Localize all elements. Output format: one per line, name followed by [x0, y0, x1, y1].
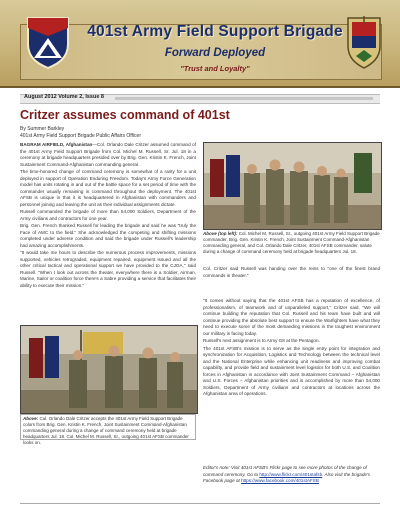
masthead-banner	[0, 0, 400, 88]
issue-bar-rule	[115, 97, 373, 100]
caption-text: Col. Orlando Dale Critzer accepts the 401st Army Field Support Brigade colors from Brig. Gen. Kristin K. French, Joint Sustainment Command-Afghanistan commanding general during a change of command ceremony held at brigade headquarters Jul. 18. Col. Michel M. Russell, Sr., outgoing 401st AFSB commander looks on.	[23, 416, 189, 445]
footer-rule	[20, 503, 380, 504]
editor-note-text: Editor's note: Visit 401st AFSB's Flickr page to see more photos of the change of command ceremony. Go to	[203, 465, 367, 477]
ceremony-salute-photo	[203, 142, 382, 230]
caption-label: Above (top left):	[203, 231, 238, 236]
paragraph: Russell commanded the brigade of more than 54,000 Soldiers, Department of the Army civilians and contractors for one year.	[20, 209, 196, 221]
flickr-link[interactable]: http://www.flickr.com/401stafsb	[259, 471, 323, 477]
paragraph: The time-honored change of command ceremony is somewhat of a rarity for a unit deployed in support of Operation Enduring Freedom. Today's Army Force Generation model has units rotating in and out of the battle space for a set period of time with the commander usually remaining in command throughout the deployment. The 401st AFSB is unique in that it is headquartered in Afghanistan with commanders and personnel joining and leaving the unit as their individual assignments dictate.	[20, 169, 196, 207]
salute-photo-image	[204, 143, 381, 229]
paragraph-text: —Col. Orlando Dale Critzer assumed command of the 401st Army Field Support Brigade from Col. Michel M. Russell, Sr. Jul. 18 in a ceremony at brigade headquarters presided over by Brig. Gen. Kristin K. French, Joint Sustainment Command-Afghanistan commanding general.	[20, 142, 196, 167]
article-headline: Critzer assumes command of 401st	[20, 108, 230, 122]
caption-label: Above:	[23, 416, 39, 421]
article-byline	[20, 126, 141, 140]
issue-label: August 2012 Volume 2, Issue 8	[24, 94, 104, 100]
article-column-left	[20, 142, 196, 342]
editor-note	[203, 465, 380, 499]
masthead-subtitle: Forward Deployed	[164, 47, 266, 59]
paragraph: "It comes without saying that the 401st AFSB has a reputation of excellence, of professionalism, of teamwork and of unparalleled support," Critzer said. "We will continue building the reputation that Col. Russell and his team have built and will continue providing the absolute best support to ensure the Warfighters have what they need to execute some of the most demanding missions in the toughest environment our military is facing today.	[203, 298, 380, 336]
facebook-link[interactable]: https://www.facebook.com/401stAFSB	[241, 478, 319, 483]
paragraph: "It would take me hours to describe the numerous process improvements, missions supported, vehicles retrograded, equipment repaired, equipment issued and all the other critical tactical and operational support we have provided to the CJOA," said Russell. "When I look out across the theater, everywhere there is a Soldier, Airman, Marine, Sailor or coalition force there's a Sabre providing a service that facilitates their ability to execute their mission."	[20, 250, 196, 288]
masthead-title: 401st Army Field Support Brigade	[87, 23, 343, 40]
amc-emblem-icon	[24, 14, 72, 70]
paragraph: Brig. Gen. French thanked Russell for leading the brigade and said he was "truly the Face of AMC to the field." She acknowledged the competing and shifting missions completed under adverse condition and said the brigade under Russell's leadership had amazing accomplishments.	[20, 223, 196, 248]
paragraph	[20, 142, 196, 168]
paragraph: Col. Critzer said Russell was handing over the reins to "one of the finest brand commands in theater."	[203, 266, 380, 278]
caption-salute	[203, 231, 380, 261]
editor-note-text: . Also visit the brigade's Facebook page at	[203, 471, 371, 483]
caption-handoff	[20, 414, 196, 445]
paragraph: Russell's next assignment is to Army G8 at the Pentagon.	[203, 338, 320, 343]
article-column-right-top	[203, 266, 380, 296]
issue-bar	[20, 94, 380, 104]
colors-handoff-photo	[20, 325, 198, 414]
byline-role: 401st Army Field Support Brigade Public Affairs Officer	[20, 133, 141, 139]
article-dateline: BAGRAM AIRFIELD, Afghanistan	[20, 142, 93, 147]
handoff-photo-image	[21, 326, 197, 413]
unit-crest-icon	[342, 12, 386, 72]
masthead-motto: "Trust and Loyalty"	[180, 64, 250, 73]
caption-text: Col. Michel M. Russell, Sr., outgoing 401st Army Field Support Brigade commander, Brig. Gen. Kristin K. French, Joint Sustainment Command-Afghanistan commanding general, and Col. Orlando Dale Critzer, 401st AFSB commander, salute during a change of command ceremony held at brigade headquarters Jul. 18.	[203, 231, 380, 254]
byline-author: By Summer Barkley	[20, 126, 65, 132]
paragraph: The 401st AFSB's mission is to serve as the single entry point for integration and synchronization for Acquisition, Logistics and Technology between the technical level and the National Enterprise while enhancing unit readiness and improving combat capability, and provide field and sustainment level logistics for both U.S. and Coalition forces in Afghanistan in accordance with Joint Sustainment Command – Afghanistan and U.S. Forces – Afghanistan priorities and is accomplished by more than 54,000 Soldiers, Department of Army civilians and contractors at locations across the Afghanistan area of operations.	[203, 345, 380, 396]
